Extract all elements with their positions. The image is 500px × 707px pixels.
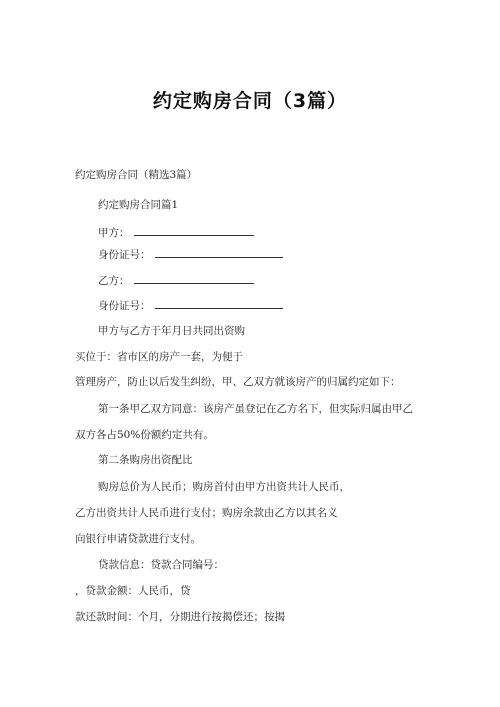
party-a-id-blank: [155, 247, 283, 258]
paragraph-line: 购房总价为人民币；购房首付由甲方出资共计人民币，: [98, 481, 350, 493]
paragraph-line: 管理房产，防止以后发生纠纷，甲、乙双方就该房产的归属约定如下：: [75, 376, 401, 388]
document-title: 约定购房合同（3篇）: [152, 90, 348, 112]
party-a-id-label: 身份证号：: [98, 249, 151, 261]
party-a-label: 甲方：: [98, 227, 130, 239]
paragraph-line: 买位于：省市区的房产一套，为便于: [75, 351, 243, 363]
clause-heading: 第二条购房出资配比: [98, 454, 193, 466]
paragraph-line: 贷款信息：贷款合同编号：: [98, 559, 224, 571]
party-b-label: 乙方：: [98, 275, 130, 287]
party-b-id-label: 身份证号：: [98, 300, 151, 312]
party-b-id-field: [98, 298, 283, 313]
clause-line: 第一条甲乙双方同意：该房产虽登记在乙方名下，但实际归属由甲乙: [98, 403, 413, 415]
party-b-id-blank: [155, 298, 283, 309]
party-b-blank: [134, 273, 254, 284]
section-heading: 约定购房合同篇1: [98, 199, 179, 211]
paragraph-line: ，贷款金额：人民币，贷: [75, 585, 191, 597]
clause-line: 双方各占50%份额约定共有。: [75, 429, 214, 441]
subtitle-line: 约定购房合同（精选3篇）: [75, 169, 198, 181]
paragraph-line: 甲方与乙方于年月日共同出资购: [98, 325, 245, 337]
party-b-field: [98, 273, 254, 288]
paragraph-line: 向银行申请贷款进行支付。: [75, 533, 201, 545]
party-a-field: [98, 225, 254, 240]
party-a-blank: [134, 225, 254, 236]
party-a-id-field: [98, 247, 283, 262]
paragraph-line: 乙方出资共计人民币进行支付；购房余款由乙方以其名义: [75, 507, 338, 519]
paragraph-line: 款还款时间：个月，分期进行按揭偿还；按揭: [75, 611, 285, 623]
